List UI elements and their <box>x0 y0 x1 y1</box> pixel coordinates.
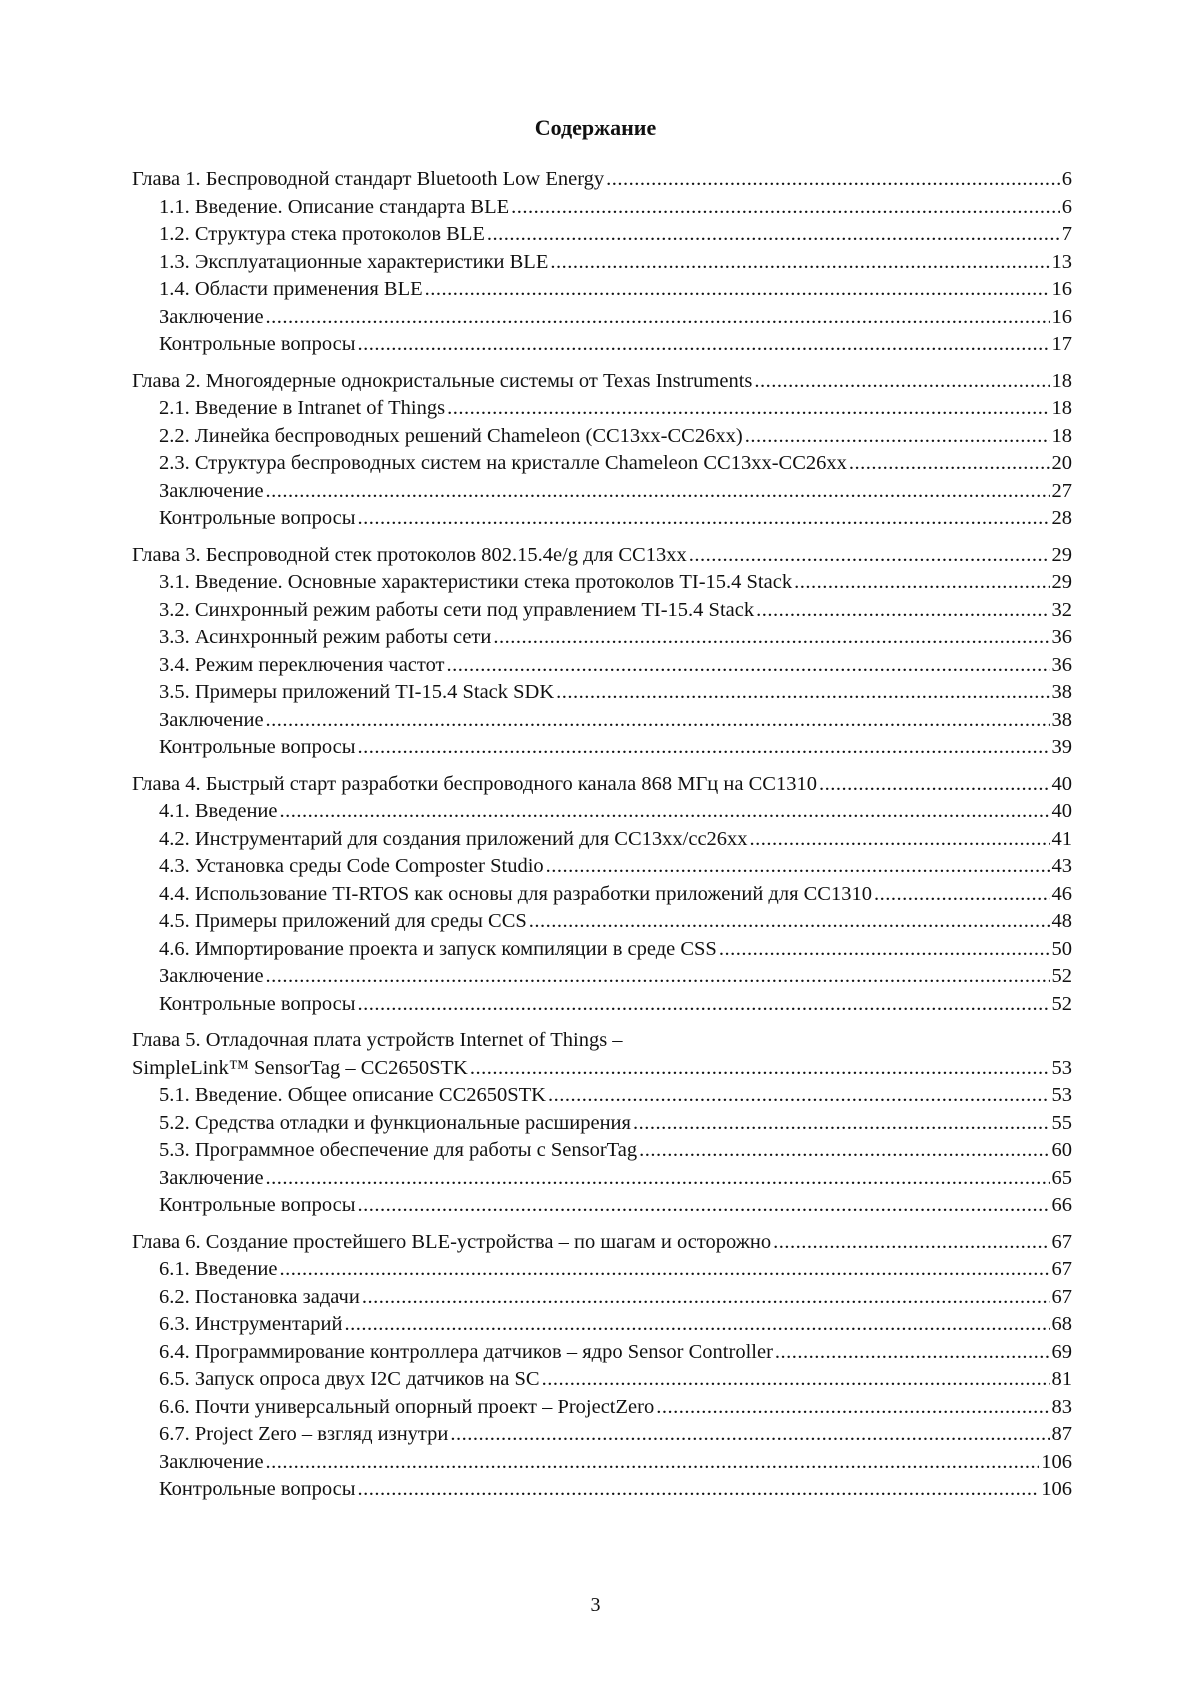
toc-entry-title: Контрольные вопросы <box>159 1194 356 1216</box>
toc-entry-page: 6 <box>1061 195 1072 218</box>
toc-entry-page: 20 <box>1051 452 1072 474</box>
dot-leader <box>358 1476 1040 1504</box>
toc-entry-title: 3.4. Режим переключения частот <box>159 653 445 676</box>
toc-section-entry[interactable] <box>132 249 1072 277</box>
toc-entry-page: 66 <box>1051 1194 1072 1216</box>
dot-leader <box>819 771 1050 799</box>
toc-entry-page: 7 <box>1061 223 1072 245</box>
toc-entry-title: Контрольные вопросы <box>159 992 356 1015</box>
toc-entry-title: Глава 1. Беспроводной стандарт Bluetooth Low Energy <box>132 168 605 190</box>
toc-entry-title: Заключение <box>159 1166 264 1189</box>
toc-entry-page: 38 <box>1051 681 1072 703</box>
dot-leader <box>266 1165 1050 1193</box>
table-of-contents <box>132 166 1072 1513</box>
toc-entry-title: 4.5. Примеры приложений для среды CCS <box>159 910 527 932</box>
toc-chapter-heading[interactable] <box>132 542 1072 570</box>
dot-leader <box>633 1110 1050 1138</box>
toc-entry-page: 83 <box>1051 1395 1072 1418</box>
toc-section-entry[interactable] <box>132 569 1072 597</box>
toc-section-entry[interactable] <box>132 1339 1072 1367</box>
page-number: 3 <box>590 1594 601 1616</box>
toc-entry-title: 6.4. Программирование контроллера датчиков – ядро Sensor Controller <box>159 1340 773 1363</box>
toc-entry-page: 40 <box>1051 772 1072 795</box>
dot-leader <box>266 478 1050 506</box>
toc-section-entry[interactable] <box>132 1192 1072 1220</box>
dot-leader <box>639 1137 1049 1165</box>
toc-entry-title: 5.3. Программное обеспечение для работы с SensorTag <box>159 1139 638 1161</box>
dot-leader <box>546 853 1050 881</box>
toc-entry-page: 65 <box>1051 1166 1072 1189</box>
toc-entry-title: Глава 5. Отладочная плата устройств Internet of Things – <box>132 1029 623 1051</box>
toc-entry-page: 106 <box>1041 1478 1072 1500</box>
toc-entry-page: 18 <box>1051 397 1072 419</box>
dot-leader <box>470 1055 1050 1083</box>
toc-entry-title: 2.3. Структура беспроводных систем на кристалле Chameleon CC13xx-CC26xx <box>159 452 847 474</box>
toc-entry-page: 36 <box>1051 653 1072 676</box>
dot-leader <box>358 331 1050 359</box>
dot-leader <box>775 1339 1050 1367</box>
dot-leader <box>344 1311 1049 1339</box>
dot-leader <box>511 194 1060 222</box>
toc-chapter-heading[interactable] <box>132 1229 1072 1257</box>
toc-entry-title: Заключение <box>159 479 264 502</box>
toc-entry-title: Контрольные вопросы <box>159 507 356 529</box>
dot-leader <box>358 991 1050 1019</box>
toc-entry-title: 2.1. Введение в Intranet of Things <box>159 397 446 419</box>
toc-chapter-6 <box>132 1229 1072 1504</box>
toc-entry-page: 17 <box>1051 333 1072 355</box>
toc-entry-page: 81 <box>1051 1368 1072 1390</box>
dot-leader <box>266 963 1050 991</box>
toc-entry-page: 13 <box>1051 250 1072 273</box>
toc-entry-title: Заключение <box>159 1450 264 1473</box>
toc-entry-title: 6.7. Project Zero – взгляд изнутри <box>159 1423 449 1445</box>
dot-leader <box>606 166 1060 194</box>
toc-entry-page: 18 <box>1051 369 1072 392</box>
dot-leader <box>447 652 1050 680</box>
dot-leader <box>529 908 1050 936</box>
toc-section-entry[interactable] <box>132 908 1072 936</box>
dot-leader <box>358 734 1050 762</box>
toc-entry-page: 46 <box>1051 882 1072 905</box>
toc-chapter-2 <box>132 368 1072 533</box>
toc-entry-page: 106 <box>1041 1450 1072 1473</box>
dot-leader <box>773 1229 1049 1257</box>
toc-entry-title: 1.3. Эксплуатационные характеристики BLE <box>159 250 549 273</box>
toc-entry-title: Контрольные вопросы <box>159 1478 356 1500</box>
toc-entry-page: 60 <box>1051 1139 1072 1161</box>
toc-section-entry[interactable] <box>132 1449 1072 1477</box>
dot-leader <box>756 597 1049 625</box>
toc-entry-title: 4.2. Инструментарий для создания приложений для CC13xx/cc26xx <box>159 827 748 850</box>
toc-section-entry[interactable] <box>132 963 1072 991</box>
toc-entry-page: 39 <box>1051 736 1072 758</box>
toc-section-entry[interactable] <box>132 826 1072 854</box>
toc-chapter-heading-line-1[interactable] <box>132 1027 1072 1055</box>
toc-section-entry[interactable] <box>132 624 1072 652</box>
dot-leader <box>656 1394 1049 1422</box>
toc-section-entry[interactable] <box>132 1394 1072 1422</box>
toc-chapter-4 <box>132 771 1072 1019</box>
toc-section-entry[interactable] <box>132 1311 1072 1339</box>
toc-entry-title: 6.5. Запуск опроса двух I2C датчиков на SC <box>159 1368 540 1390</box>
toc-entry-page: 87 <box>1051 1423 1072 1445</box>
toc-entry-title: 3.3. Асинхронный режим работы сети <box>159 626 492 648</box>
toc-chapter-5 <box>132 1027 1072 1220</box>
toc-section-entry[interactable] <box>132 276 1072 304</box>
toc-entry-title: Глава 4. Быстрый старт разработки беспроводного канала 868 МГц на CC1310 <box>132 772 817 795</box>
toc-entry-title: 5.1. Введение. Общее описание CC2650STK <box>159 1084 546 1106</box>
toc-section-entry[interactable] <box>132 1165 1072 1193</box>
toc-section-entry[interactable] <box>132 679 1072 707</box>
toc-section-entry[interactable] <box>132 304 1072 332</box>
dot-leader <box>362 1284 1050 1312</box>
dot-leader <box>719 936 1050 964</box>
dot-leader <box>358 505 1050 533</box>
toc-section-entry[interactable] <box>132 1476 1072 1504</box>
toc-section-entry[interactable] <box>132 853 1072 881</box>
toc-entry-page: 27 <box>1051 479 1072 502</box>
toc-entry-page: 43 <box>1051 855 1072 877</box>
toc-entry-page: 67 <box>1051 1258 1072 1280</box>
toc-entry-page: 53 <box>1051 1084 1072 1106</box>
toc-entry-page: 41 <box>1051 827 1072 850</box>
toc-entry-page: 32 <box>1051 598 1072 621</box>
dot-leader <box>794 569 1049 597</box>
toc-entry-page: 18 <box>1051 424 1072 447</box>
toc-chapter-1 <box>132 166 1072 359</box>
toc-section-entry[interactable] <box>132 478 1072 506</box>
toc-entry-page: 16 <box>1051 305 1072 328</box>
toc-entry-page: 52 <box>1051 965 1072 987</box>
toc-entry-page: 38 <box>1051 708 1072 731</box>
toc-section-entry[interactable] <box>132 331 1072 359</box>
toc-entry-title: 6.1. Введение <box>159 1258 278 1280</box>
toc-entry-title: 1.4. Области применения BLE <box>159 278 423 300</box>
toc-entry-page: 29 <box>1051 571 1072 593</box>
toc-section-entry[interactable] <box>132 734 1072 762</box>
toc-section-entry[interactable] <box>132 1256 1072 1284</box>
toc-entry-page: 36 <box>1051 626 1072 648</box>
toc-entry-page: 52 <box>1051 992 1072 1015</box>
toc-section-entry[interactable] <box>132 652 1072 680</box>
toc-chapter-heading-line-2[interactable] <box>132 1055 1072 1083</box>
toc-entry-page: 50 <box>1051 937 1072 960</box>
toc-section-entry[interactable] <box>132 505 1072 533</box>
toc-entry-title: 1.2. Структура стека протоколов BLE <box>159 223 485 245</box>
toc-entry-page: 40 <box>1051 800 1072 822</box>
toc-section-entry[interactable] <box>132 798 1072 826</box>
toc-section-entry[interactable] <box>132 423 1072 451</box>
toc-entry-title: Заключение <box>159 708 264 731</box>
toc-entry-title: 2.2. Линейка беспроводных решений Chameleon (CC13xx-CC26xx) <box>159 424 743 447</box>
toc-entry-page: 16 <box>1051 278 1072 300</box>
toc-section-entry[interactable] <box>132 991 1072 1019</box>
toc-entry-title: 4.3. Установка среды Code Composter Studio <box>159 855 544 877</box>
toc-section-entry[interactable] <box>132 221 1072 249</box>
dot-leader <box>550 249 1049 277</box>
dot-leader <box>493 624 1049 652</box>
dot-leader <box>280 798 1050 826</box>
toc-chapter-heading[interactable] <box>132 368 1072 396</box>
toc-entry-title: 6.3. Инструментарий <box>159 1313 343 1335</box>
dot-leader <box>849 450 1050 478</box>
toc-section-entry[interactable] <box>132 881 1072 909</box>
toc-entry-page: 69 <box>1051 1340 1072 1363</box>
toc-entry-title: Заключение <box>159 965 264 987</box>
dot-leader <box>754 368 1049 396</box>
toc-section-entry[interactable] <box>132 1082 1072 1110</box>
toc-entry-title: 3.1. Введение. Основные характеристики стека протоколов TI-15.4 Stack <box>159 571 793 593</box>
dot-leader <box>745 423 1050 451</box>
toc-entry-page: 28 <box>1051 507 1072 529</box>
dot-leader <box>450 1421 1049 1449</box>
toc-entry-title-continuation: SimpleLink™ SensorTag – CC2650STK <box>132 1056 468 1079</box>
toc-section-entry[interactable] <box>132 597 1072 625</box>
toc-chapter-3 <box>132 542 1072 762</box>
toc-section-entry[interactable] <box>132 936 1072 964</box>
toc-entry-page: 67 <box>1051 1230 1072 1253</box>
toc-entry-page: 55 <box>1051 1111 1072 1134</box>
toc-entry-page: 29 <box>1051 543 1072 566</box>
toc-entry-page: 68 <box>1051 1313 1072 1335</box>
toc-section-entry[interactable] <box>132 1110 1072 1138</box>
toc-entry-title: Глава 3. Беспроводной стек протоколов 802.15.4e/g для CC13xx <box>132 543 687 566</box>
toc-entry-title: 4.4. Использование TI-RTOS как основы для разработки приложений для CC1310 <box>159 882 872 905</box>
toc-section-entry[interactable] <box>132 1284 1072 1312</box>
toc-entry-title: 6.6. Почти универсальный опорный проект – ProjectZero <box>159 1395 655 1418</box>
dot-leader <box>542 1366 1050 1394</box>
dot-leader <box>358 1192 1050 1220</box>
toc-chapter-heading[interactable] <box>132 771 1072 799</box>
dot-leader <box>266 304 1050 332</box>
toc-entry-page: 67 <box>1051 1285 1072 1308</box>
toc-section-entry[interactable] <box>132 707 1072 735</box>
dot-leader <box>548 1082 1050 1110</box>
toc-chapter-heading[interactable] <box>132 166 1072 194</box>
dot-leader <box>689 542 1050 570</box>
toc-section-entry[interactable] <box>132 1137 1072 1165</box>
page-title: Содержание <box>534 115 657 140</box>
toc-section-entry[interactable] <box>132 1421 1072 1449</box>
toc-entry-page: 48 <box>1051 910 1072 932</box>
toc-entry-title: 6.2. Постановка задачи <box>159 1285 360 1308</box>
dot-leader <box>280 1256 1050 1284</box>
toc-section-entry[interactable] <box>132 450 1072 478</box>
dot-leader <box>447 395 1049 423</box>
dot-leader <box>425 276 1050 304</box>
toc-entry-title: Заключение <box>159 305 264 328</box>
toc-section-entry[interactable] <box>132 194 1072 222</box>
dot-leader <box>487 221 1060 249</box>
toc-section-entry[interactable] <box>132 1366 1072 1394</box>
dot-leader <box>266 707 1050 735</box>
toc-section-entry[interactable] <box>132 395 1072 423</box>
toc-entry-page: 53 <box>1051 1056 1072 1079</box>
toc-entry-title: 4.6. Импортирование проекта и запуск компиляции в среде CSS <box>159 937 717 960</box>
toc-entry-title: 1.1. Введение. Описание стандарта BLE <box>159 195 510 218</box>
dot-leader <box>750 826 1050 854</box>
toc-entry-title: Контрольные вопросы <box>159 333 356 355</box>
toc-entry-title: 5.2. Средства отладки и функциональные расширения <box>159 1111 631 1134</box>
toc-entry-title: Контрольные вопросы <box>159 736 356 758</box>
toc-entry-title: Глава 6. Создание простейшего BLE-устройства – по шагам и осторожно <box>132 1230 772 1253</box>
dot-leader <box>874 881 1050 909</box>
toc-entry-title: 3.2. Синхронный режим работы сети под управлением TI-15.4 Stack <box>159 598 755 621</box>
toc-entry-page: 6 <box>1061 168 1072 190</box>
dot-leader <box>556 679 1049 707</box>
toc-entry-title: 3.5. Примеры приложений TI-15.4 Stack SDK <box>159 681 555 703</box>
dot-leader <box>266 1449 1040 1477</box>
toc-entry-title: Глава 2. Многоядерные однокристальные системы от Texas Instruments <box>132 369 753 392</box>
toc-entry-title: 4.1. Введение <box>159 800 278 822</box>
